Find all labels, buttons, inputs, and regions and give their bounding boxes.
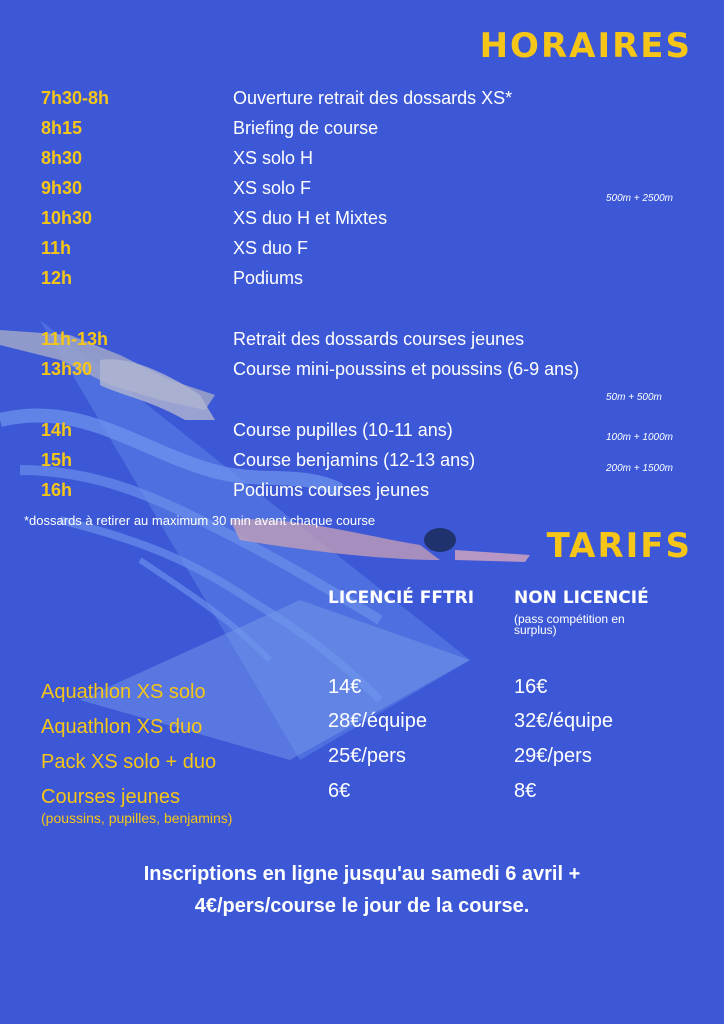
schedule-time: 14h [41,420,73,440]
distance-note: 100m + 1000m [606,432,673,443]
tarif-price-non-licencie: 29€/pers [514,745,592,767]
dossards-footnote: *dossards à retirer au maximum 30 min avant chaque course [24,513,376,528]
tarif-price-non-licencie: 32€/équipe [514,710,613,732]
schedule-time: 9h30 [41,178,83,198]
schedule-row [41,178,681,208]
schedule-event: Retrait des dossards courses jeunes [233,329,525,349]
tarif-label: Pack XS solo + duo [41,751,217,773]
schedule-event: Course benjamins (12-13 ans) [233,450,476,470]
non-licencie-column-header: NON LICENCIÉ [514,588,649,608]
schedule-event: Podiums [233,268,304,288]
schedule-time: 13h30 [41,359,93,379]
inscriptions-note [40,858,684,922]
tarif-price-non-licencie: 16€ [514,676,548,698]
tarif-price-licencie: 25€/pers [328,745,406,767]
tarif-price-licencie: 14€ [328,676,362,698]
non-licencie-subnote: (pass compétition en surplus) [514,612,625,637]
schedule-row [41,118,681,148]
schedule-row [41,208,681,238]
distance-note: 500m + 2500m [606,193,673,204]
schedule-time: 7h30-8h [41,88,110,108]
schedule-time: 12h [41,268,73,288]
schedule-time: 15h [41,450,73,470]
schedule-row [41,420,681,450]
schedule-row [41,238,681,268]
tarif-label: Aquathlon XS duo [41,716,203,738]
schedule-event: XS duo H et Mixtes [233,208,388,228]
tarif-price-licencie: 28€/équipe [328,710,427,732]
swimmer-2-head-shape [424,528,456,552]
schedule-row [41,359,681,389]
tarif-label: Aquathlon XS solo [41,681,206,703]
tarif-label: Courses jeunes [41,786,180,808]
schedule-time: 11h [41,238,72,258]
distance-note: 50m + 500m [606,392,662,403]
tarif-price-non-licencie: 8€ [514,780,537,802]
courses-jeunes-subnote: (poussins, pupilles, benjamins) [41,810,233,826]
swimmer-2-arm-shape [455,550,530,562]
schedule-row [41,88,681,118]
tarif-price-licencie: 6€ [328,780,351,802]
distance-note: 200m + 1500m [606,463,673,474]
tarifs-heading: TARIFS [546,526,692,566]
schedule-time: 16h [41,480,73,500]
schedule-event: Course pupilles (10-11 ans) [233,420,453,440]
schedule-row [41,329,681,359]
schedule-time: 11h-13h [41,329,109,349]
schedule-row [41,148,681,178]
horaires-heading: HORAIRES [479,26,692,66]
schedule-row [41,480,681,510]
schedule-time: 10h30 [41,208,93,228]
schedule-row [41,268,681,298]
schedule-event: Briefing de course [233,118,379,138]
schedule-time: 8h30 [41,148,83,168]
licencie-column-header: LICENCIÉ FFTRI [328,588,475,608]
schedule-event: XS solo F [233,178,312,198]
schedule-event: XS duo F [233,238,309,258]
schedule-event: Ouverture retrait des dossards XS* [233,88,513,108]
schedule-event: Podiums courses jeunes [233,480,430,500]
schedule-event: XS solo H [233,148,314,168]
schedule-event: Course mini-poussins et poussins (6-9 ans) [233,359,580,379]
schedule-row [41,450,681,480]
schedule-time: 8h15 [41,118,83,138]
inscriptions-line-2: 4€/pers/course le jour de la course. [194,895,530,917]
inscriptions-line-1: Inscriptions en ligne jusqu'au samedi 6 avril + [143,863,581,885]
